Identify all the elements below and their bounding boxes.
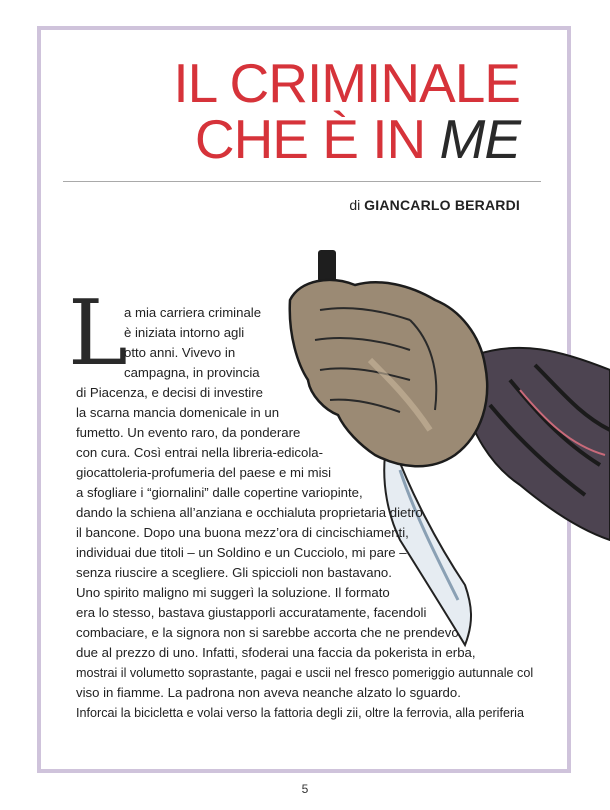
fist [290, 280, 487, 466]
body-line: mostrai il volumetto soprastante, pagai e uscii nel fresco pomeriggio autunnale col [76, 666, 534, 680]
body-line: è iniziata intorno agli [124, 325, 245, 340]
title-divider [63, 181, 541, 182]
article-title [173, 52, 520, 170]
body-line: otto anni. Vivevo in [124, 345, 236, 360]
drop-cap: L [68, 281, 128, 386]
title-emphasis: ME [439, 108, 520, 170]
title-line-1: IL CRIMINALE [173, 52, 520, 114]
body-line: con cura. Così entrai nella libreria-edicola- [76, 445, 324, 460]
body-line: fumetto. Un evento raro, da ponderare [76, 425, 301, 440]
body-line: combaciare, e la signora non si sarebbe accorta che ne prendevo [76, 625, 459, 640]
body-line: di Piacenza, e decisi di investire [76, 385, 263, 400]
body-line: Inforcai la bicicletta e volai verso la fattoria degli zii, oltre la ferrovia, alla periferia [76, 706, 524, 720]
knife-handle [318, 250, 336, 282]
body-line: giocattoleria-profumeria del paese e mi misi [76, 465, 332, 480]
body-line: senza riuscire a scegliere. Gli spiccioli non bastavano. [76, 565, 392, 580]
body-line: Uno spirito maligno mi suggerì la soluzione. Il formato [76, 585, 390, 600]
page-number: 5 [301, 782, 309, 796]
title-line-2 [173, 108, 520, 170]
byline-author: GIANCARLO BERARDI [364, 197, 520, 213]
byline [349, 197, 520, 213]
body-line: viso in fiamme. La padrona non aveva neanche alzato lo sguardo. [76, 685, 461, 700]
body-line: dando la schiena all’anziana e occhialuta proprietaria dietro [76, 505, 423, 520]
title-line-2-prefix: CHE È IN [194, 108, 440, 170]
body-line: era lo stesso, bastava giustapporli accuratamente, facendoli [76, 605, 427, 620]
body-line: campagna, in provincia [124, 365, 260, 380]
byline-prefix: di [349, 197, 365, 213]
body-line: individuai due titoli – un Soldino e un Cucciolo, mi pare – [76, 545, 407, 560]
body-line: a sfogliare i “giornalini” dalle copertine variopinte, [76, 485, 363, 500]
body-line: il bancone. Dopo una buona mezz’ora di cincischiamenti, [76, 525, 409, 540]
body-line: due al prezzo di uno. Infatti, sfoderai una faccia da pokerista in erba, [76, 645, 476, 660]
body-line: a mia carriera criminale [124, 305, 262, 320]
body-line: la scarna mancia domenicale in un [76, 405, 280, 420]
